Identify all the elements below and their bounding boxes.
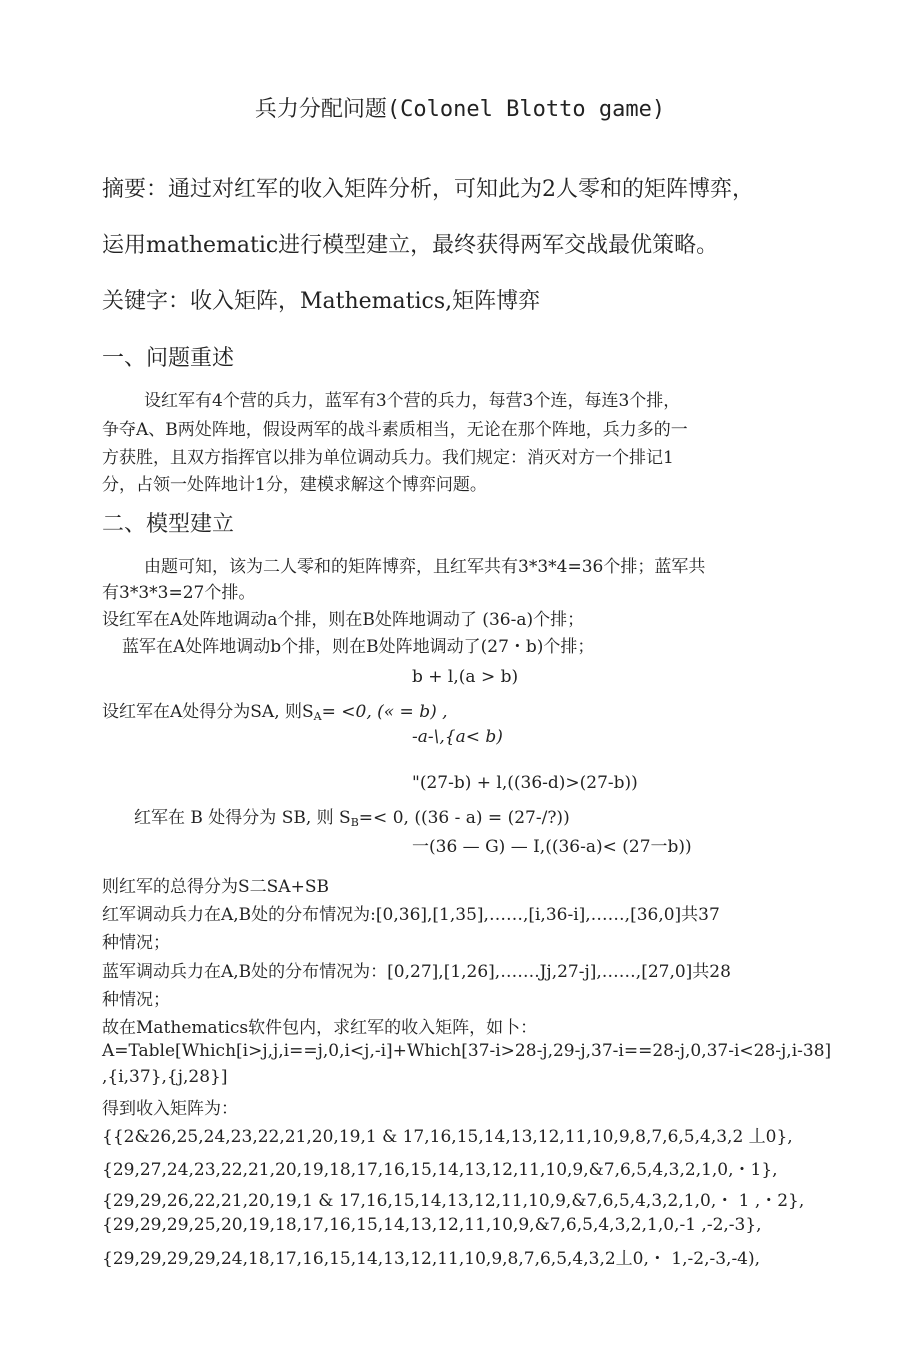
- red-distribution-line: 种情况；: [102, 933, 170, 953]
- code-line: ,{i,37},{j,28}]: [102, 1067, 228, 1087]
- matrix-row: {29,29,29,25,20,19,18,17,16,15,14,13,12,11,10,9,&7,6,5,4,3,2,1,0,-1 ,-2,-3},: [102, 1215, 762, 1235]
- matrix-row: {29,29,29,29,24,18,17,16,15,14,13,12,11,10,9,8,7,6,5,4,3,2丄0,・ 1,-2,-3,-4),: [102, 1249, 761, 1269]
- sa-formula-prefix: 设红军在A处得分为SA, 则S: [102, 702, 314, 722]
- sb-formula-line: [134, 803, 570, 829]
- result-label: 得到收入矩阵为：: [102, 1099, 238, 1119]
- code-line: A=Table[Which[i>j,j,i==j,0,i<j,-i]+Which[37-i>28-j,29-j,37-i==28-j,0,37-i<28-j,i-38]: [102, 1041, 832, 1061]
- section-1-line: 争夺A、B两处阵地，假设两军的战斗素质相当，无论在那个阵地，兵力多的一: [102, 420, 688, 440]
- sb-formula-prefix: 红军在 B 处得分为 SB, 则 S: [134, 808, 351, 828]
- sb-subscript: B: [350, 816, 359, 829]
- section-2-heading: 二、模型建立: [102, 512, 235, 537]
- keywords-line: 关键字：收入矩阵，Mathematics,矩阵博弈: [102, 289, 541, 314]
- software-line: 故在Mathematics软件包内，求红军的收入矩阵，如卜：: [102, 1018, 538, 1038]
- sa-formula-case-1: b + l,(a > b): [412, 667, 519, 687]
- total-score-line: 则红军的总得分为S二SA+SB: [102, 877, 329, 897]
- abstract-line-2: 运用mathematic进行模型建立，最终获得两军交战最优策略。: [102, 233, 719, 258]
- sa-formula-case-3: -a-\,{a< b): [412, 727, 503, 747]
- section-1-heading: 一、问题重述: [102, 346, 235, 371]
- section-2-intro-line: 由题可知，该为二人零和的矩阵博弈，且红军共有3*3*4=36个排；蓝军共: [144, 557, 706, 577]
- blue-distribution-line: 种情况；: [102, 990, 170, 1010]
- section-1-line: 方获胜，且双方指挥官以排为单位调动兵力。我们规定：消灭对方一个排记1: [102, 448, 674, 468]
- section-1-line: 设红军有4个营的兵力，蓝军有3个营的兵力，每营3个连，每连3个排，: [144, 391, 681, 411]
- sa-formula-line: [102, 697, 448, 723]
- red-allocation-line: 设红军在A处阵地调动a个排，则在B处阵地调动了 (36-a)个排；: [102, 610, 585, 630]
- sa-formula-case-2: = <0, (« = b) ,: [321, 702, 448, 722]
- red-distribution-line: 红军调动兵力在A,B处的分布情况为:[0,36],[1,35],……,[i,36-i],……,[36,0]共37: [102, 905, 720, 925]
- blue-allocation-line: 蓝军在A处阵地调动b个排，则在B处阵地调动了(27・b)个排；: [122, 637, 595, 657]
- section-2-intro-line: 有3*3*3=27个排。: [102, 583, 256, 603]
- sb-formula-case-1: "(27-b) + l,((36-d)>(27-b)): [412, 773, 638, 793]
- section-1-line: 分，占领一处阵地计1分，建模求解这个博弈问题。: [102, 475, 487, 495]
- sb-formula-case-3: 一(36 — G) — I,((36-a)< (27一b)): [412, 837, 692, 857]
- matrix-row: {{2&26,25,24,23,22,21,20,19,1 & 17,16,15,14,13,12,11,10,9,8,7,6,5,4,3,2 丄0},: [102, 1127, 793, 1147]
- blue-distribution-line: 蓝军调动兵力在A,B处的分布情况为：[0,27],[1,26],…….Jj,27-j],……,[27,0]共28: [102, 962, 731, 982]
- matrix-row: {29,29,26,22,21,20,19,1 & 17,16,15,14,13,12,11,10,9,&7,6,5,4,3,2,1,0,・ 1 ,・2},: [102, 1191, 805, 1211]
- matrix-row: {29,27,24,23,22,21,20,19,18,17,16,15,14,13,12,11,10,9,&7,6,5,4,3,2,1,0,・1},: [102, 1160, 778, 1180]
- sb-formula-case-2: =< 0, ((36 - a) = (27-/?)): [358, 808, 570, 828]
- sa-subscript: A: [313, 710, 322, 723]
- document-title: 兵力分配问题(Colonel Blotto game): [254, 97, 666, 122]
- abstract-line-1: 摘要：通过对红军的收入矩阵分析，可知此为2人零和的矩阵博弈，: [102, 177, 754, 202]
